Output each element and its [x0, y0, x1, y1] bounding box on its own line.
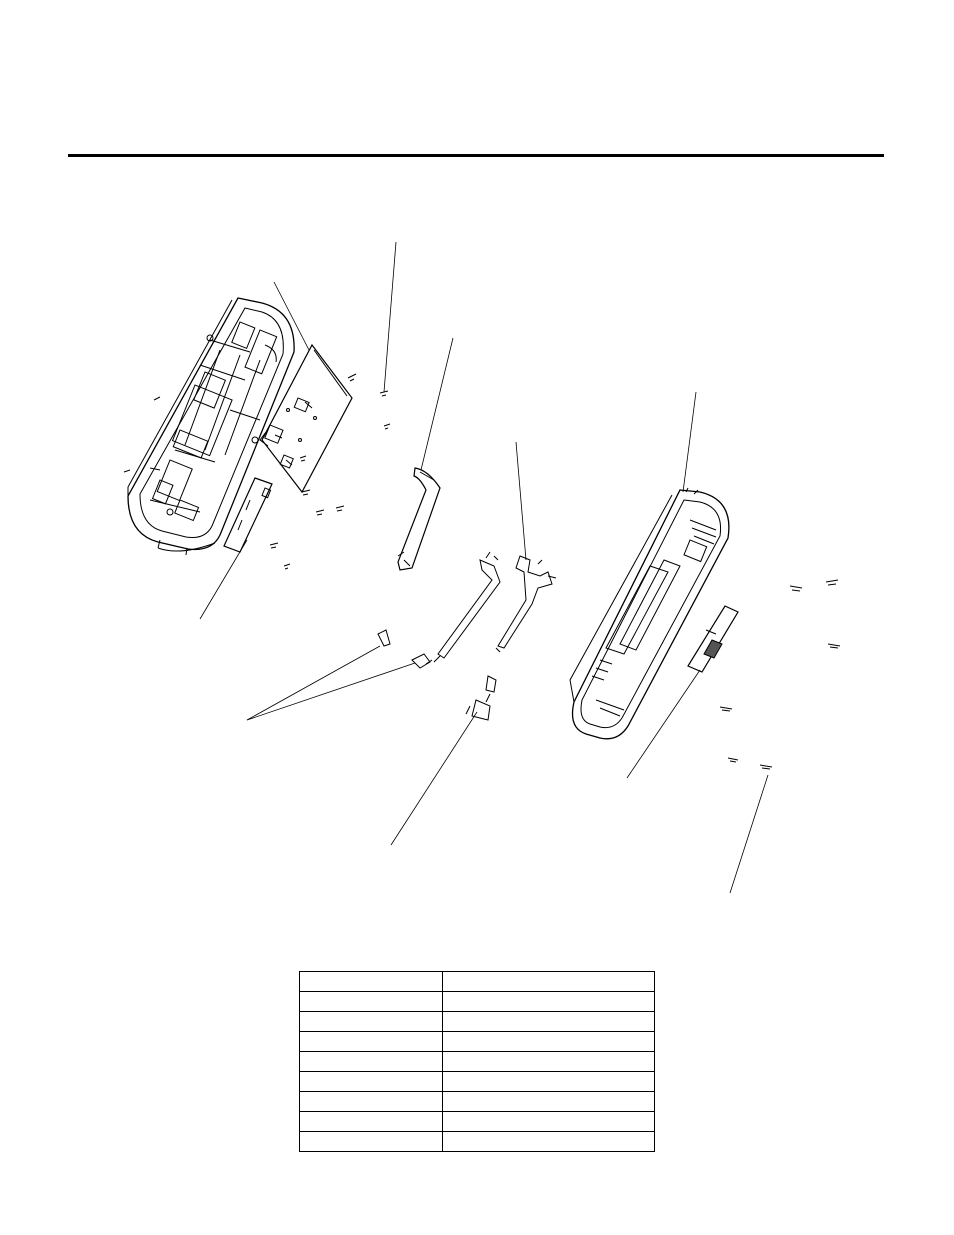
cable-assembly-left [426, 552, 500, 664]
table-cell-description [443, 1072, 655, 1092]
table-cell-part-number [300, 1112, 443, 1132]
main-circuit-board [260, 345, 352, 492]
front-label-bezel [688, 606, 738, 672]
table-cell-description [443, 1052, 655, 1072]
cable-assembly-right [496, 556, 556, 652]
table-cell-description [443, 1012, 655, 1032]
table-cell-description [443, 1112, 655, 1132]
table-row [300, 1032, 655, 1052]
table-cell-part-number [300, 1092, 443, 1112]
table-cell-description [443, 1092, 655, 1112]
table-cell-part-number [300, 1012, 443, 1032]
screws-right [720, 580, 840, 769]
table-row [300, 1072, 655, 1092]
cable-clip [378, 630, 430, 668]
front-housing [570, 488, 729, 739]
table-cell-part-number [300, 972, 443, 992]
table-row [300, 1012, 655, 1032]
small-circuit-board [224, 478, 272, 552]
screws-left [270, 374, 390, 569]
table-row [300, 992, 655, 1012]
table-cell-part-number [300, 1052, 443, 1072]
table-cell-part-number [300, 992, 443, 1012]
table-cell-part-number [300, 1072, 443, 1092]
power-connector [466, 676, 496, 720]
table-row [300, 1092, 655, 1112]
table-row [300, 1132, 655, 1152]
table-cell-description [443, 972, 655, 992]
table-cell-part-number [300, 1132, 443, 1152]
table-cell-part-number [300, 1032, 443, 1052]
parts-list-table [299, 971, 655, 1152]
table-cell-description [443, 1132, 655, 1152]
table-row [300, 1052, 655, 1072]
table-cell-description [443, 1032, 655, 1052]
table-row [300, 1112, 655, 1132]
table-row [300, 972, 655, 992]
bracket [398, 468, 440, 570]
leader-lines [200, 242, 768, 893]
table-cell-description [443, 992, 655, 1012]
